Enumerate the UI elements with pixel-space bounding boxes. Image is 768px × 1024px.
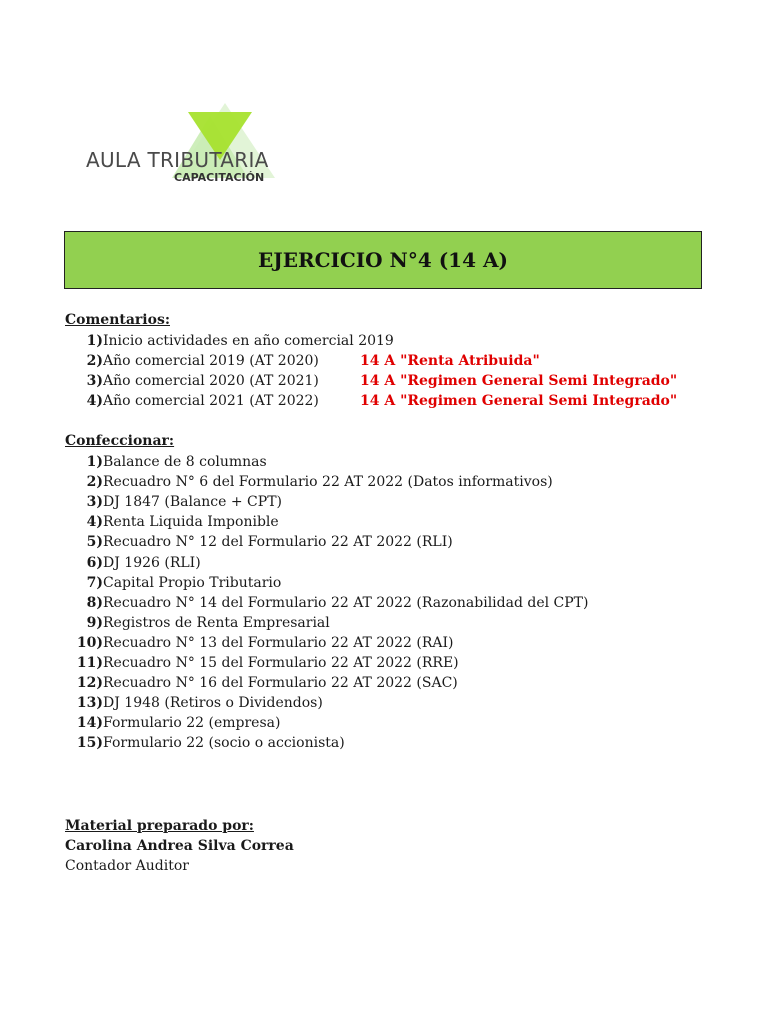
list-item — [65, 593, 725, 613]
item-number: 11) — [76, 654, 103, 671]
logo-name: AULA TRIBUTARIA — [86, 148, 269, 172]
list-item — [65, 512, 725, 532]
item-text: Recuadro N° 16 del Formulario 22 AT 2022 (SAC) — [103, 675, 458, 692]
item-text: Recuadro N° 6 del Formulario 22 AT 2022 (Datos informativos) — [103, 474, 553, 491]
item-text: DJ 1926 (RLI) — [103, 554, 201, 571]
item-number: 4) — [86, 514, 103, 531]
list-item — [65, 492, 725, 512]
list-item — [65, 653, 725, 673]
list-item — [65, 472, 725, 492]
item-number: 4) — [86, 393, 103, 410]
list-item — [65, 693, 725, 713]
item-text: Recuadro N° 13 del Formulario 22 AT 2022 (RAI) — [103, 634, 454, 651]
page-title: EJERCICIO N°4 (14 A) — [258, 248, 508, 272]
item-text: Año comercial 2020 (AT 2021) — [103, 373, 319, 390]
item-text: Recuadro N° 14 del Formulario 22 AT 2022 (Razonabilidad del CPT) — [103, 594, 589, 611]
item-number: 3) — [86, 494, 103, 511]
regime-label: 14 A "Renta Atribuida" — [360, 353, 540, 370]
item-number: 14) — [76, 715, 103, 732]
author-role: Contador Auditor — [65, 858, 189, 874]
list-item — [65, 673, 725, 693]
item-number: 2) — [86, 353, 103, 370]
item-number: 7) — [86, 574, 103, 591]
comentarios-heading: Comentarios: — [65, 312, 170, 328]
author-block — [65, 816, 294, 876]
list-item — [65, 452, 725, 472]
item-text: Año comercial 2021 (AT 2022) — [103, 393, 319, 410]
item-number: 6) — [86, 554, 103, 571]
item-number: 13) — [76, 695, 103, 712]
item-text: Balance de 8 columnas — [103, 454, 267, 471]
item-number: 8) — [86, 594, 103, 611]
list-item — [65, 613, 725, 633]
item-number: 12) — [76, 675, 103, 692]
list-item — [65, 552, 725, 572]
list-item — [65, 532, 725, 552]
item-number: 9) — [86, 614, 103, 631]
item-number: 2) — [86, 474, 103, 491]
regime-label: 14 A "Regimen General Semi Integrado" — [360, 393, 678, 410]
list-item — [65, 391, 725, 411]
list-item — [65, 713, 725, 733]
item-text: Formulario 22 (socio o accionista) — [103, 735, 345, 752]
item-number: 3) — [86, 373, 103, 390]
list-item — [65, 733, 725, 753]
item-number: 1) — [86, 454, 103, 471]
item-text: Recuadro N° 12 del Formulario 22 AT 2022 (RLI) — [103, 534, 453, 551]
regime-label: 14 A "Regimen General Semi Integrado" — [360, 373, 678, 390]
item-text: DJ 1847 (Balance + CPT) — [103, 494, 282, 511]
item-number: 10) — [76, 634, 103, 651]
item-text: Capital Propio Tributario — [103, 574, 282, 591]
item-text: Año comercial 2019 (AT 2020) — [103, 353, 319, 370]
logo-subtitle: CAPACITACIÓN — [174, 171, 265, 184]
item-text: Recuadro N° 15 del Formulario 22 AT 2022 (RRE) — [103, 654, 459, 671]
title-box — [64, 231, 702, 289]
author-name: Carolina Andrea Silva Correa — [65, 838, 294, 854]
item-number: 1) — [86, 333, 103, 350]
item-number: 15) — [76, 735, 103, 752]
logo — [82, 98, 282, 190]
list-item — [65, 633, 725, 653]
item-text: Formulario 22 (empresa) — [103, 715, 281, 732]
author-heading: Material preparado por: — [65, 818, 254, 834]
list-item — [65, 331, 725, 351]
list-item — [65, 371, 725, 391]
list-item — [65, 351, 725, 371]
comentarios-list — [65, 331, 725, 411]
list-item — [65, 573, 725, 593]
confeccionar-list — [65, 452, 725, 753]
item-number: 5) — [86, 534, 103, 551]
item-text: Registros de Renta Empresarial — [103, 614, 330, 631]
confeccionar-heading: Confeccionar: — [65, 433, 175, 449]
item-text: DJ 1948 (Retiros o Dividendos) — [103, 695, 323, 712]
item-text: Renta Liquida Imponible — [103, 514, 279, 531]
item-text: Inicio actividades en año comercial 2019 — [103, 333, 394, 350]
